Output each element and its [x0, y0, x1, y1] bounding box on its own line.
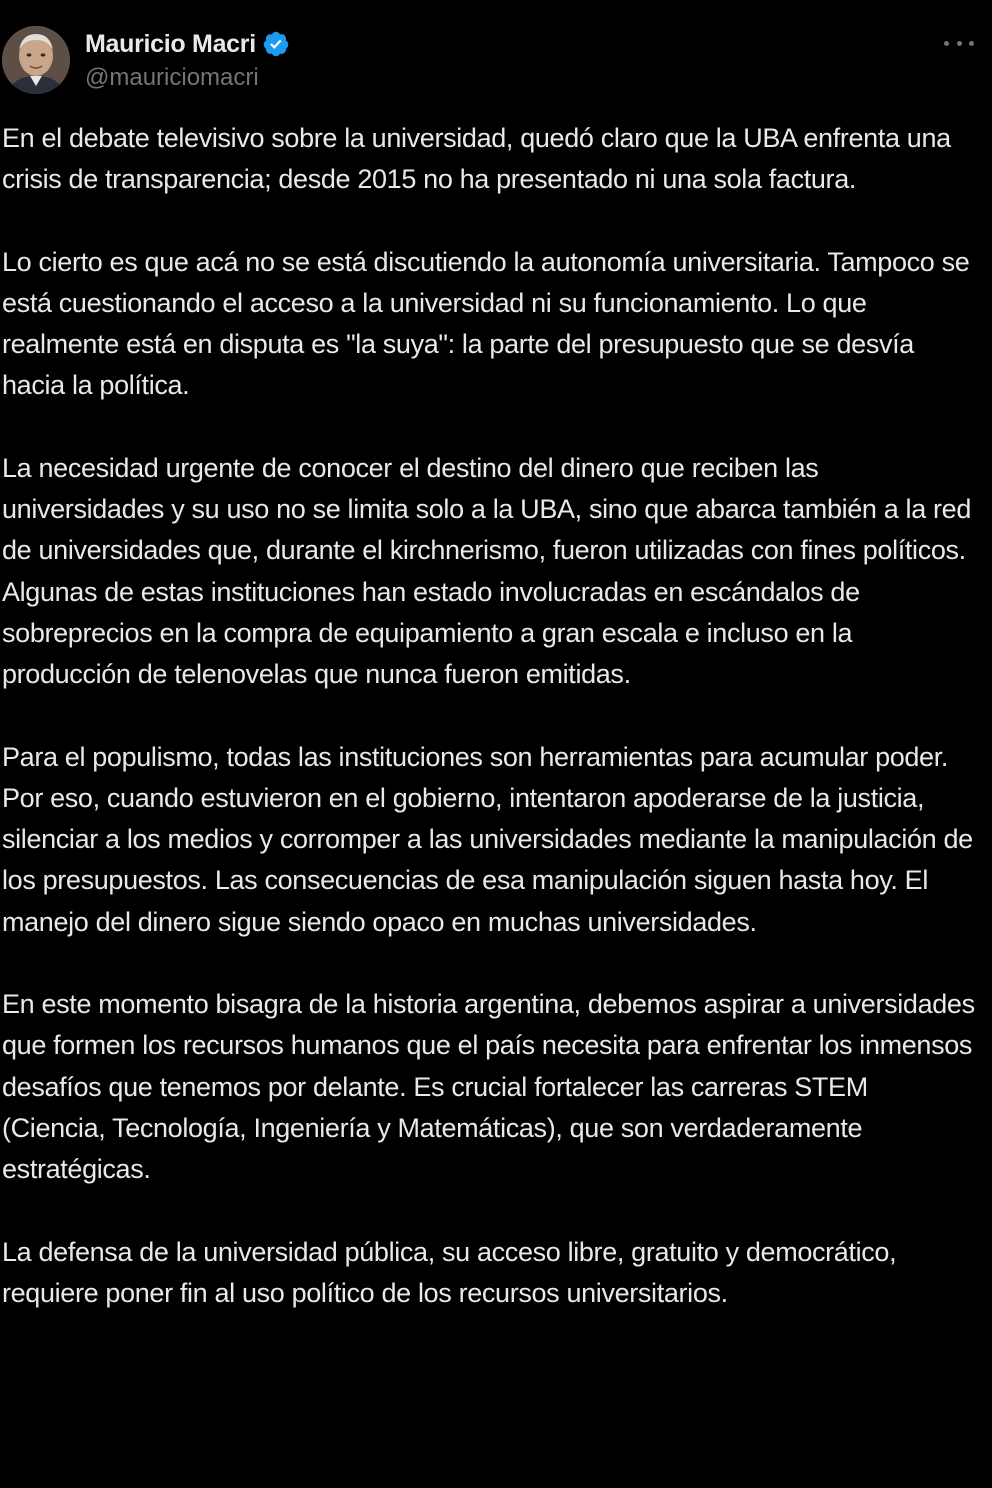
tweet-paragraph: Lo cierto es que acá no se está discutiendo la autonomía universitaria. Tampoco se está cuestionando el acceso a la universidad ni su funcionamiento. Lo que realmente está en disputa es "la suya": la parte del presupuesto que se desvía hacia la política.: [2, 246, 970, 401]
avatar-photo-icon: [2, 26, 70, 94]
more-dot: [944, 41, 949, 46]
tweet-text: [2, 118, 977, 1355]
author-handle[interactable]: @mauriciomacri: [85, 64, 259, 91]
more-options-icon[interactable]: [944, 28, 974, 58]
more-dot: [957, 41, 962, 46]
name-row: [85, 26, 290, 62]
tweet-paragraph: La defensa de la universidad pública, su acceso libre, gratuito y democrático, requiere poner fin al uso político de los recursos universitarios.: [2, 1236, 897, 1308]
tweet-paragraph: En el debate televisivo sobre la universidad, quedó claro que la UBA enfrenta una crisis de transparencia; desde 2015 no ha presentado ni una sola factura.: [2, 123, 951, 195]
author-display-name[interactable]: Mauricio Macri: [85, 29, 256, 58]
avatar[interactable]: [2, 26, 70, 94]
tweet-paragraph: En este momento bisagra de la historia argentina, debemos aspirar a universidades que formen los recursos humanos que el país necesita para enfrentar los inmensos desafíos que tenemos por delante. Es crucial fortalecer las carreras STEM (Ciencia, Tecnología, Ingeniería y Matemáticas), que son verdaderamente estratégicas.: [2, 989, 975, 1185]
verified-badge-icon: [262, 30, 290, 58]
more-dot: [969, 41, 974, 46]
tweet-paragraph: La necesidad urgente de conocer el destino del dinero que reciben las universidades y su uso no se limita solo a la UBA, sino que abarca también a la red de universidades que, durante el kirchnerismo, fueron utilizadas con fines políticos. Algunas de estas instituciones han estado involucradas en escándalos de sobreprecios en la compra de equipamiento a gran escala e incluso en la producción de telenovelas que nunca fueron emitidas.: [2, 452, 972, 690]
tweet-header: [0, 24, 992, 96]
tweet-paragraph: Para el populismo, todas las instituciones son herramientas para acumular poder. Por eso, cuando estuvieron en el gobierno, intentaron apoderarse de la justicia, silenciar a los medios y corromper a las universidades mediante la manipulación de los presupuestos. Las consecuencias de esa manipulación siguen hasta hoy. El manejo del dinero sigue siendo opaco en muchas universidades.: [2, 741, 973, 937]
